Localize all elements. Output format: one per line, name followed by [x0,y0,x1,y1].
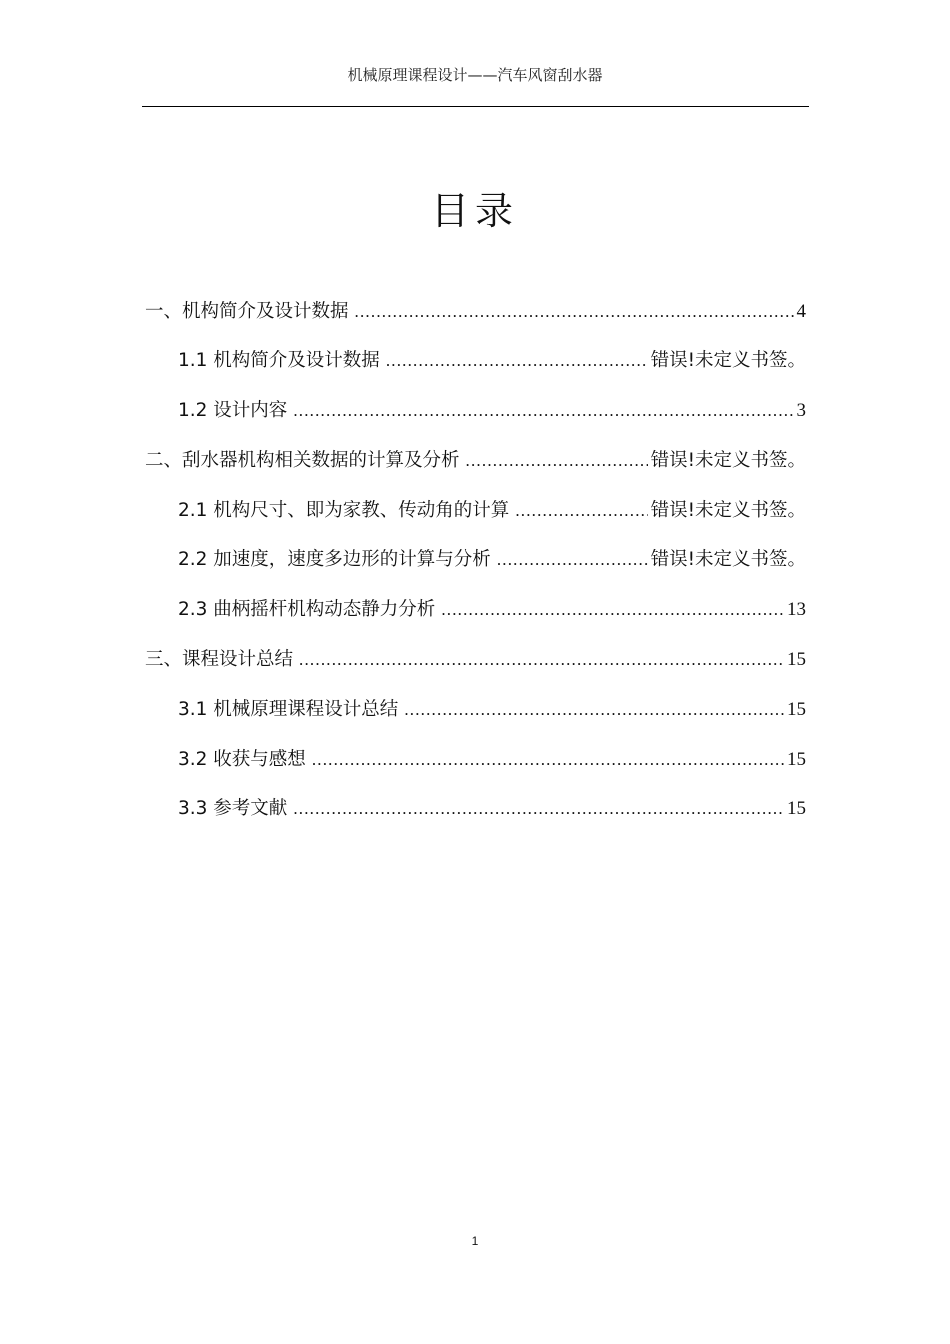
toc-entry-page: 15 [787,649,806,670]
toc-entry-text: 一、机构简介及设计数据 [145,301,349,322]
toc-entry-page: 3 [796,400,806,421]
toc-entry-page: 15 [787,798,806,819]
toc-entry-1-1[interactable] [178,346,806,376]
toc-leader-dots [312,745,784,775]
toc-entry-page: 错误!未定义书签。 [650,500,806,521]
toc-entry-3-1[interactable] [178,695,806,725]
toc-entry-text: 2.3 曲柄摇杆机构动态静力分析 [178,599,436,620]
toc-leader-dots [466,446,648,476]
header-rule [142,106,809,107]
toc-entry-text: 2.2 加速度，速度多边形的计算与分析 [178,549,491,570]
toc-entry-2[interactable] [145,446,806,476]
toc-leader-dots [404,695,784,725]
toc-entry-3-3[interactable] [178,794,806,824]
toc-entry-page: 13 [787,599,806,620]
toc-entry-1-2[interactable] [178,396,806,426]
toc-entry-text: 3.3 参考文献 [178,798,288,819]
toc-entry-page: 错误!未定义书签。 [650,549,806,570]
toc-leader-dots [293,794,784,824]
toc-entry-text: 1.2 设计内容 [178,400,288,421]
toc-title: 目录 [430,189,519,233]
toc-entry-text: 2.1 机构尺寸、即为家教、传动角的计算 [178,500,510,521]
page-header: 机械原理课程设计——汽车风窗刮水器 [347,66,603,84]
toc-entry-3-2[interactable] [178,745,806,775]
page-number: 1 [471,1234,479,1248]
toc-leader-dots [441,595,784,625]
toc-entry-text: 3.1 机械原理课程设计总结 [178,699,399,720]
toc-entry-page: 15 [787,749,806,770]
toc-entry-2-3[interactable] [178,595,806,625]
toc-entry-2-1[interactable] [178,496,806,526]
toc-leader-dots [293,396,793,426]
toc-entry-text: 1.1 机构简介及设计数据 [178,350,380,371]
toc-entry-text: 3.2 收获与感想 [178,749,306,770]
toc-entry-page: 4 [796,301,806,322]
toc-leader-dots [299,645,784,675]
toc-leader-dots [386,346,648,376]
toc-entry-2-2[interactable] [178,545,806,575]
toc-entry-1[interactable] [145,297,806,327]
toc-entry-3[interactable] [145,645,806,675]
toc-entry-page: 15 [787,699,806,720]
toc-entry-text: 三、课程设计总结 [145,649,294,670]
toc-entry-text: 二、刮水器机构相关数据的计算及分析 [145,450,460,471]
toc-entry-page: 错误!未定义书签。 [650,450,806,471]
toc-entry-page: 错误!未定义书签。 [650,350,806,371]
toc-leader-dots [355,297,794,327]
toc-leader-dots [515,496,647,526]
toc-leader-dots [497,545,648,575]
